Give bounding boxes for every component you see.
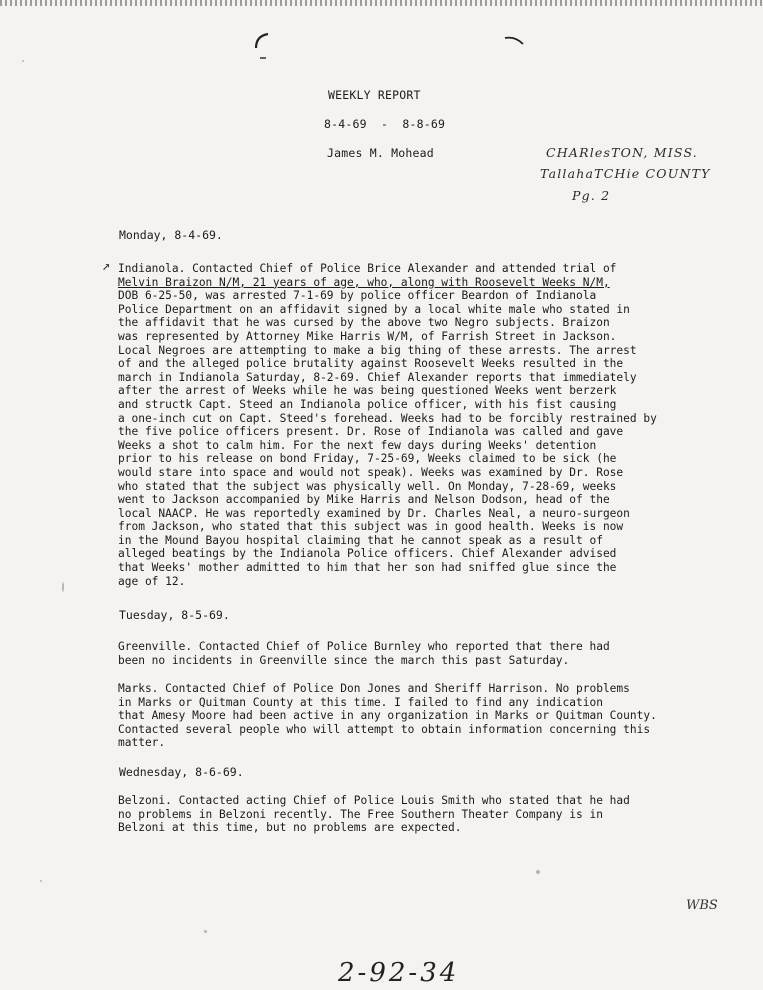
paragraph-line: who stated that the subject was physically well. On Monday, 7-28-69, weeks — [118, 479, 617, 493]
indianola-paragraph — [118, 262, 730, 588]
paragraph-line: DOB 6-25-50, was arrested 7-1-69 by police officer Beardon of Indianola — [118, 289, 597, 303]
marks-paragraph — [118, 682, 730, 750]
paragraph-line: a one-inch cut on Capt. Steed's forehead. Weeks had to be forcibly restrained by — [118, 411, 657, 425]
paragraph-line: that Amesy Moore had been active in any organization in Marks or Quitman County. — [118, 709, 657, 723]
paragraph-line: Marks. Contacted Chief of Police Don Jones and Sheriff Harrison. No problems — [118, 682, 630, 695]
paragraph-line: that Weeks' mother admitted to him that her son had sniffed glue since the — [118, 561, 617, 575]
paragraph-line: Police Department on an affidavit signed by a local white male who stated in — [118, 302, 630, 316]
paragraph-line: Greenville. Contacted Chief of Police Burnley who reported that there had — [118, 640, 610, 653]
initials-signature: WBS — [686, 898, 718, 913]
handwritten-page-number: Pg. 2 — [572, 188, 611, 203]
paragraph-line: march in Indianola Saturday, 8-2-69. Chief Alexander reports that immediately — [118, 370, 637, 384]
top-edge-scan-artifact — [0, 0, 763, 6]
paragraph-line: and structk Capt. Steed an Indianola police officer, with his fist causing — [118, 397, 617, 411]
right-corner-mark — [503, 34, 527, 52]
paragraph-line: Local Negroes are attempting to make a big thing of these arrests. The arrest — [118, 343, 637, 357]
report-date-range: 8-4-69 - 8-8-69 — [324, 117, 446, 131]
check-mark: ↗ — [102, 258, 111, 274]
paragraph-line: been no incidents in Greenville since the march this past Saturday. — [118, 653, 570, 667]
paragraph-line: Belzoni. Contacted acting Chief of Police Louis Smith who stated that he had — [118, 794, 630, 807]
paragraph-line: the affidavit that he was cursed by the above two Negro subjects. Braizon — [118, 316, 610, 330]
scan-speck — [22, 60, 24, 62]
paragraph-line: Contacted several people who will attempt to obtain information concerning this — [118, 722, 651, 736]
scan-speck — [62, 582, 64, 592]
paragraph-line: would stare into space and would not speak). Weeks was examined by Dr. Rose — [118, 465, 624, 479]
paragraph-line: matter. — [118, 736, 166, 750]
paragraph-line: of and the alleged police brutality against Roosevelt Weeks resulted in the — [118, 357, 624, 371]
scan-speck — [40, 880, 42, 882]
paragraph-line: the five police officers present. Dr. Rose of Indianola was called and gave — [118, 425, 624, 439]
paragraph-line: in the Mound Bayou hospital claiming that he cannot speak as a result of — [118, 533, 603, 547]
scan-speck — [536, 870, 540, 874]
handwritten-location-line2: TallahaTCHie COUNTY — [540, 166, 711, 181]
scan-speck — [204, 930, 207, 933]
tuesday-heading: Tuesday, 8-5-69. — [119, 608, 230, 622]
paragraph-line: Indianola. Contacted Chief of Police Brice Alexander and attended trial of — [118, 262, 617, 275]
document-number: 2-92-34 — [338, 958, 460, 988]
left-corner-mark — [248, 30, 278, 60]
paragraph-line: age of 12. — [118, 574, 186, 588]
report-title: WEEKLY REPORT — [328, 88, 421, 102]
paragraph-line: alleged beatings by the Indianola Police officers. Chief Alexander advised — [118, 547, 617, 561]
paragraph-line: Melvin Braizon N/M, 21 years of age, who, along with Roosevelt Weeks N/M, — [118, 275, 610, 289]
paragraph-line: after the arrest of Weeks while he was being questioned Weeks went berzerk — [118, 384, 617, 398]
paragraph-line: local NAACP. He was reportedly examined by Dr. Charles Neal, a neuro-surgeon — [118, 506, 630, 520]
handwritten-location-line1: CHARlesTON, MISS. — [546, 145, 698, 160]
monday-heading: Monday, 8-4-69. — [119, 228, 223, 242]
paragraph-line: was represented by Attorney Mike Harris W/M, of Farrish Street in Jackson. — [118, 329, 617, 343]
paragraph-line: went to Jackson accompanied by Mike Harris and Nelson Dodson, head of the — [118, 493, 610, 507]
paragraph-line: no problems in Belzoni recently. The Free Southern Theater Company is in — [118, 807, 603, 821]
paragraph-line: from Jackson, who stated that this subject was in good health. Weeks is now — [118, 520, 624, 534]
report-author: James M. Mohead — [327, 146, 434, 160]
paragraph-line: Belzoni at this time, but no problems are expected. — [118, 821, 462, 835]
paragraph-line: in Marks or Quitman County at this time. I failed to find any indication — [118, 695, 603, 709]
greenville-paragraph — [118, 640, 730, 667]
paragraph-line: Weeks a shot to calm him. For the next few days during Weeks' detention — [118, 438, 597, 452]
belzoni-paragraph — [118, 794, 730, 835]
wednesday-heading: Wednesday, 8-6-69. — [119, 765, 244, 779]
paragraph-line: prior to his release on bond Friday, 7-25-69, Weeks claimed to be sick (he — [118, 452, 617, 466]
